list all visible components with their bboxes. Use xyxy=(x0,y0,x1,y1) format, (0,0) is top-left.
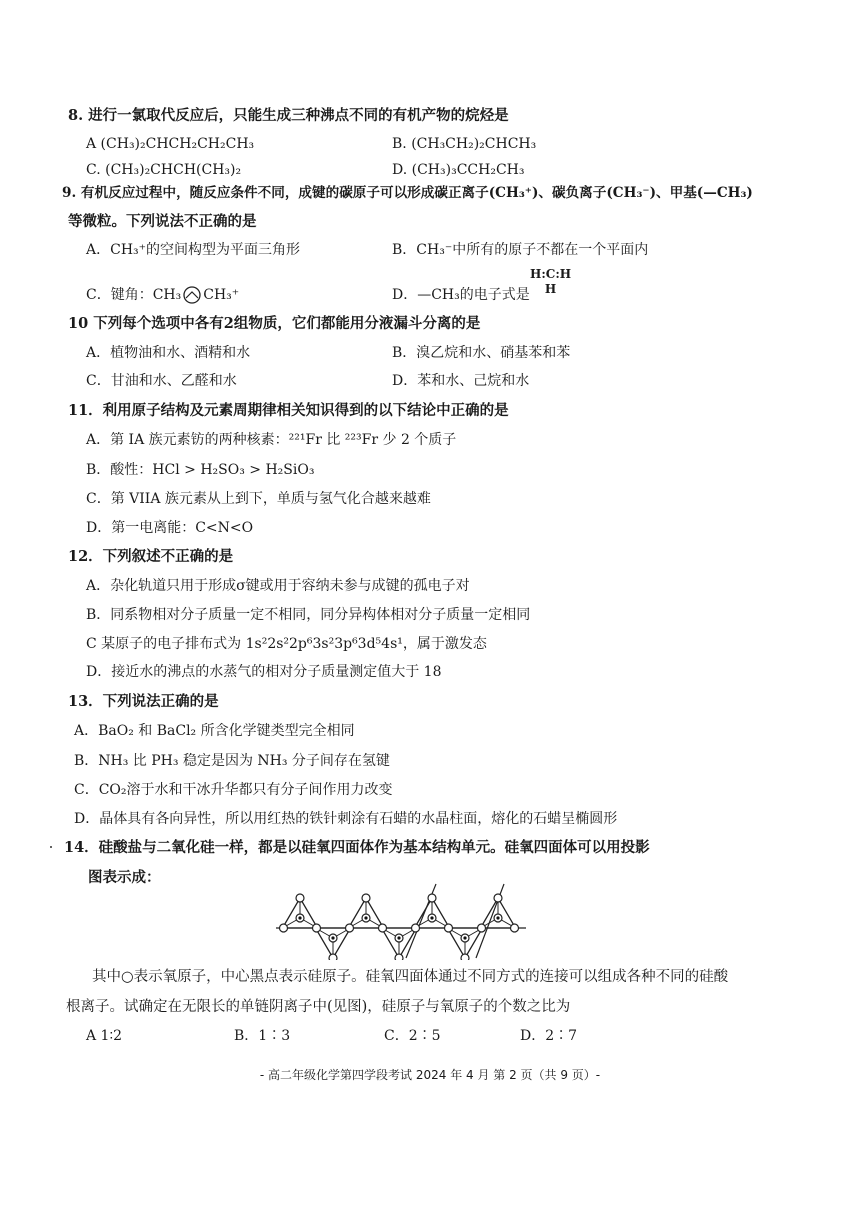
oxygen-atom xyxy=(428,894,436,902)
q9-stem-line1: 9. 有机反应过程中，随反应条件不同，成键的碳原子可以形成碳正离子(CH₃⁺)、碳负离子(CH₃⁻)、甲基(—CH₃) xyxy=(62,185,753,201)
q8-option-b: B. (CH₃CH₂)₂CHCH₃ xyxy=(392,136,537,152)
q13-option-a: A．BaO₂ 和 BaCl₂ 所含化学键类型完全相同 xyxy=(74,723,355,739)
q9-option-c-suffix: CH₃⁺ xyxy=(203,287,240,303)
q9-stem-line2: 等微粒。下列说法不正确的是 xyxy=(68,213,257,230)
q11-option-d: D．第一电离能：C<N<O xyxy=(86,520,254,536)
electron-formula-bottom: H xyxy=(544,282,557,296)
q14-stem-line1: 14．硅酸盐与二氧化硅一样，都是以硅氧四面体作为基本结构单元。硅氧四面体可以用投影 xyxy=(64,839,650,856)
oxygen-atom xyxy=(280,924,288,932)
q13-option-d: D．晶体具有各向异性，所以用红热的铁针刺涂有石蜡的水晶柱面，熔化的石蜡呈椭圆形 xyxy=(74,811,618,827)
silicon-atom xyxy=(331,936,334,939)
oxygen-atom xyxy=(511,924,519,932)
q13-option-c: C．CO₂溶于水和干冰升华都只有分子间作用力改变 xyxy=(74,782,393,798)
angle-mark-icon xyxy=(181,286,203,304)
q14-option-a: A 1∶2 xyxy=(86,1028,123,1044)
oxygen-atom xyxy=(329,954,337,960)
oxygen-atom xyxy=(494,894,502,902)
oxygen-atom xyxy=(379,924,387,932)
q12-option-a: A．杂化轨道只用于形成σ键或用于容纳未参与成键的孤电子对 xyxy=(86,578,470,594)
silicon-atom xyxy=(496,916,499,919)
silicon-atom xyxy=(364,916,367,919)
silicon-atom xyxy=(397,936,400,939)
q8-option-c: C. (CH₃)₂CHCH(CH₃)₂ xyxy=(86,162,242,178)
page-footer: - 高二年级化学第四学段考试 2024 年 4 月 第 2 页（共 9 页）- xyxy=(259,1068,601,1082)
q12-stem: 12．下列叙述不正确的是 xyxy=(68,548,234,565)
q11-option-b: B．酸性：HCl > H₂SO₃ > H₂SiO₃ xyxy=(86,462,315,478)
q11-option-c: C．第 VIIA 族元素从上到下，单质与氢气化合越来越难 xyxy=(86,491,431,507)
oxygen-atom xyxy=(478,924,486,932)
q10-option-a: A．植物油和水、酒精和水 xyxy=(86,345,251,361)
electron-formula-top: H:C:H xyxy=(530,267,572,281)
q14-body-line1: 其中○表示氧原子，中心黑点表示硅原子。硅氧四面体通过不同方式的连接可以组成各种不同的硅酸 xyxy=(92,969,729,985)
q14-body-line2: 根离子。试确定在无限长的单链阴离子中(见图)，硅原子与氧原子的个数之比为 xyxy=(66,999,571,1015)
q8-stem: 8. 进行一氯取代反应后，只能生成三种沸点不同的有机产物的烷烃是 xyxy=(68,107,509,124)
q9-option-d: D．—CH₃的电子式是 xyxy=(392,287,530,303)
q13-stem: 13．下列说法正确的是 xyxy=(68,693,219,710)
q10-option-b: B．溴乙烷和水、硝基苯和苯 xyxy=(392,345,571,361)
oxygen-atom xyxy=(395,954,403,960)
q10-option-c: C．甘油和水、乙醛和水 xyxy=(86,373,237,389)
oxygen-atom xyxy=(296,894,304,902)
q13-option-b: B．NH₃ 比 PH₃ 稳定是因为 NH₃ 分子间存在氢键 xyxy=(74,753,390,769)
q12-option-c: C 某原子的电子排布式为 1s²2s²2p⁶3s²3p⁶3d⁵4s¹，属于激发态 xyxy=(86,636,487,652)
q8-option-d: D. (CH₃)₃CCH₂CH₃ xyxy=(392,162,525,178)
q14-option-d: D．2∶7 xyxy=(520,1028,578,1044)
scan-speck xyxy=(50,846,52,848)
q14-option-b: B．1∶3 xyxy=(234,1028,291,1044)
q9-option-c xyxy=(86,285,239,305)
q9-option-b: B．CH₃⁻中所有的原子不都在一个平面内 xyxy=(392,242,649,258)
q8-option-a: A (CH₃)₂CHCH₂CH₂CH₃ xyxy=(86,136,255,152)
silicon-atom xyxy=(298,916,301,919)
q9-option-a: A．CH₃⁺的空间构型为平面三角形 xyxy=(86,242,301,258)
silicon-atom xyxy=(463,936,466,939)
oxygen-atom xyxy=(362,894,370,902)
q10-option-d: D．苯和水、己烷和水 xyxy=(392,373,530,389)
q10-stem: 10 下列每个选项中各有2组物质，它们都能用分液漏斗分离的是 xyxy=(68,315,481,332)
oxygen-atom xyxy=(461,954,469,960)
q12-option-b: B．同系物相对分子质量一定不相同，同分异构体相对分子质量一定相同 xyxy=(86,607,531,623)
oxygen-atom xyxy=(445,924,453,932)
silicon-atom xyxy=(430,916,433,919)
q11-stem: 11．利用原子结构及元素周期律相关知识得到的以下结论中正确的是 xyxy=(68,402,509,419)
q12-option-d: D．接近水的沸点的水蒸气的相对分子质量测定值大于 18 xyxy=(86,664,442,680)
oxygen-atom xyxy=(313,924,321,932)
oxygen-atom xyxy=(412,924,420,932)
q11-option-a: A．第 IA 族元素钫的两种核素：²²¹Fr 比 ²²³Fr 少 2 个质子 xyxy=(86,432,457,448)
q14-stem-line2: 图表示成： xyxy=(88,869,161,886)
oxygen-atom xyxy=(346,924,354,932)
silicate-chain-figure xyxy=(276,880,526,960)
methyl-electron-formula xyxy=(530,268,571,296)
q9-option-c-prefix: C．键角：CH₃ xyxy=(86,287,182,303)
q14-option-c: C．2∶5 xyxy=(384,1028,441,1044)
